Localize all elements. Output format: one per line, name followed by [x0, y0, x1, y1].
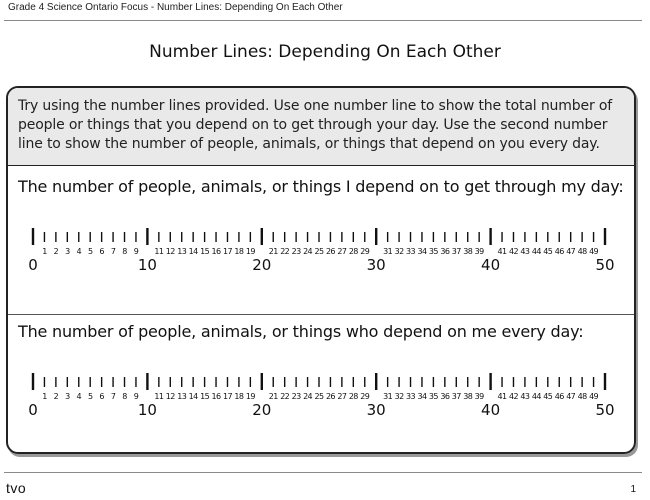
minor-tick-label: 44	[531, 392, 541, 401]
minor-tick-label: 31	[383, 247, 393, 256]
minor-tick-label: 15	[200, 392, 210, 401]
minor-tick-label: 36	[440, 247, 450, 256]
minor-tick-label: 33	[406, 247, 416, 256]
minor-tick-label: 45	[543, 392, 553, 401]
minor-tick-label: 4	[76, 392, 82, 401]
minor-tick-label: 39	[474, 392, 484, 401]
minor-tick-label: 26	[325, 247, 335, 256]
minor-tick-label: 25	[314, 247, 324, 256]
minor-tick-label: 31	[383, 392, 393, 401]
minor-tick-label: 26	[325, 392, 335, 401]
minor-tick-label: 12	[165, 247, 175, 256]
minor-tick-label: 48	[577, 247, 587, 256]
minor-tick-label: 23	[291, 392, 301, 401]
minor-tick-label: 45	[543, 247, 553, 256]
page-header: Grade 4 Science Ontario Focus - Number Lines: Depending On Each Other	[8, 2, 343, 13]
tvo-logo: tvo	[6, 480, 27, 496]
minor-tick-label: 17	[222, 392, 232, 401]
minor-tick-label: 13	[177, 392, 187, 401]
minor-tick-label: 36	[440, 392, 450, 401]
major-tick-label: 20	[252, 256, 272, 274]
minor-tick-label: 17	[222, 247, 232, 256]
minor-tick-label: 15	[200, 247, 210, 256]
minor-tick-label: 8	[122, 247, 127, 256]
minor-tick-label: 9	[133, 392, 139, 401]
major-tick-label: 30	[366, 256, 386, 274]
minor-tick-label: 37	[451, 392, 461, 401]
minor-tick-label: 32	[394, 392, 404, 401]
number-line	[8, 373, 634, 433]
minor-tick-label: 49	[589, 392, 599, 401]
minor-tick-label: 24	[303, 247, 313, 256]
minor-tick-label: 19	[245, 392, 255, 401]
minor-tick-label: 18	[234, 392, 244, 401]
minor-tick-label: 8	[122, 392, 127, 401]
minor-tick-label: 11	[154, 247, 164, 256]
header-divider	[4, 20, 642, 21]
minor-tick-label: 28	[348, 392, 358, 401]
minor-tick-label: 49	[589, 247, 599, 256]
minor-tick-label: 11	[154, 392, 164, 401]
minor-tick-label: 7	[110, 247, 116, 256]
minor-tick-label: 2	[53, 392, 59, 401]
minor-tick-label: 16	[211, 247, 221, 256]
minor-tick-label: 39	[474, 247, 484, 256]
minor-tick-label: 2	[53, 247, 59, 256]
minor-tick-label: 12	[165, 392, 175, 401]
major-tick-label: 20	[252, 401, 272, 419]
minor-tick-label: 37	[451, 247, 461, 256]
minor-tick-label: 44	[531, 247, 541, 256]
minor-tick-label: 6	[99, 392, 104, 401]
minor-tick-label: 33	[406, 392, 416, 401]
minor-tick-label: 34	[417, 247, 427, 256]
section-depend-on-me	[8, 315, 634, 452]
major-tick-label: 10	[137, 256, 157, 274]
minor-tick-label: 41	[497, 247, 507, 256]
page-number: 1	[630, 484, 636, 495]
minor-tick-label: 9	[133, 247, 139, 256]
minor-tick-label: 46	[554, 392, 564, 401]
minor-tick-label: 35	[428, 247, 438, 256]
minor-tick-label: 4	[76, 247, 82, 256]
worksheet-card	[6, 86, 636, 454]
minor-tick-label: 13	[177, 247, 187, 256]
minor-tick-label: 29	[360, 392, 370, 401]
minor-tick-label: 7	[110, 392, 116, 401]
minor-tick-label: 1	[42, 392, 47, 401]
minor-tick-label: 29	[360, 247, 370, 256]
number-line	[8, 228, 634, 288]
minor-tick-label: 22	[280, 247, 290, 256]
minor-tick-label: 35	[428, 392, 438, 401]
major-tick-label: 40	[481, 256, 501, 274]
major-tick-label: 50	[595, 256, 615, 274]
minor-tick-label: 18	[234, 247, 244, 256]
minor-tick-label: 24	[303, 392, 313, 401]
minor-tick-label: 27	[337, 247, 347, 256]
minor-tick-label: 34	[417, 392, 427, 401]
major-tick-label: 0	[28, 401, 38, 419]
minor-tick-label: 38	[463, 392, 473, 401]
minor-tick-label: 38	[463, 247, 473, 256]
section-i-depend-on	[8, 166, 634, 315]
minor-tick-label: 6	[99, 247, 104, 256]
section-prompt: The number of people, animals, or things who depend on me every day:	[18, 322, 584, 341]
minor-tick-label: 19	[245, 247, 255, 256]
major-tick-label: 10	[137, 401, 157, 419]
minor-tick-label: 5	[87, 247, 93, 256]
minor-tick-label: 32	[394, 247, 404, 256]
minor-tick-label: 22	[280, 392, 290, 401]
minor-tick-label: 42	[508, 392, 518, 401]
major-tick-label: 0	[28, 256, 38, 274]
minor-tick-label: 16	[211, 392, 221, 401]
minor-tick-label: 28	[348, 247, 358, 256]
minor-tick-label: 47	[566, 247, 576, 256]
major-tick-label: 30	[366, 401, 386, 419]
footer-divider	[4, 472, 642, 473]
minor-tick-label: 42	[508, 247, 518, 256]
minor-tick-label: 14	[188, 247, 198, 256]
minor-tick-label: 3	[65, 392, 70, 401]
instructions-box: Try using the number lines provided. Use one number line to show the total number of people or things that you depend on to get through your day. Use the second number line to show the number of people, animals, or things that depend on you every day.	[8, 88, 634, 166]
minor-tick-label: 14	[188, 392, 198, 401]
minor-tick-label: 21	[268, 247, 278, 256]
minor-tick-label: 1	[42, 247, 47, 256]
major-tick-label: 40	[481, 401, 501, 419]
minor-tick-label: 41	[497, 392, 507, 401]
minor-tick-label: 23	[291, 247, 301, 256]
section-prompt: The number of people, animals, or things I depend on to get through my day:	[18, 177, 624, 196]
minor-tick-label: 48	[577, 392, 587, 401]
minor-tick-label: 21	[268, 392, 278, 401]
minor-tick-label: 46	[554, 247, 564, 256]
minor-tick-label: 47	[566, 392, 576, 401]
minor-tick-label: 27	[337, 392, 347, 401]
page-title: Number Lines: Depending On Each Other	[149, 42, 501, 62]
minor-tick-label: 3	[65, 247, 70, 256]
major-tick-label: 50	[595, 401, 615, 419]
minor-tick-label: 43	[520, 247, 530, 256]
minor-tick-label: 43	[520, 392, 530, 401]
minor-tick-label: 5	[87, 392, 93, 401]
minor-tick-label: 25	[314, 392, 324, 401]
